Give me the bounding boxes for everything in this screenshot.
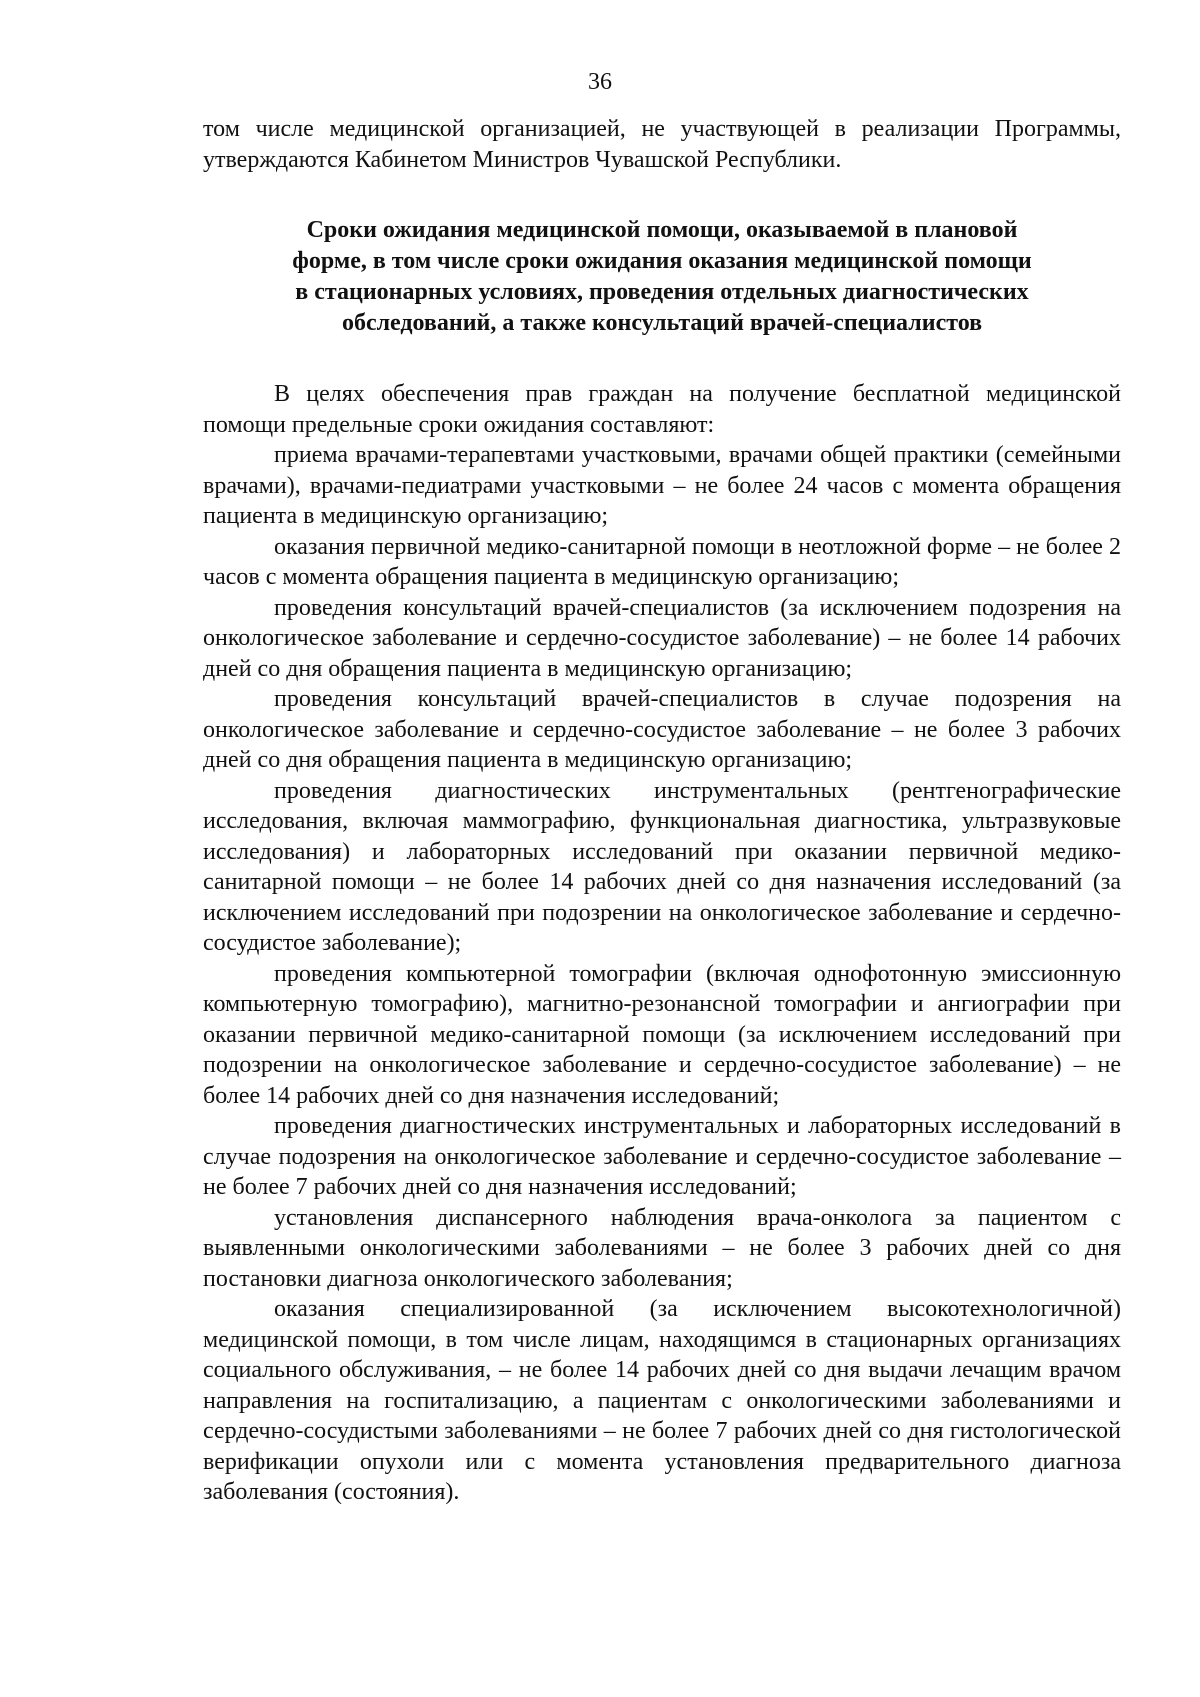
body-paragraph: проведения консультаций врачей-специалистов в случае подозрения на онкологическое заболевание и сердечно-сосудистое заболевание – не более 3 рабочих дней со дня обращения пациента в медицинскую организацию; (203, 686, 1121, 773)
body-paragraph: проведения диагностических инструментальных (рентгенографические исследования, включая маммографию, функциональная диагностика, ультразвуковые исследования) и лабораторных исследований при оказании первичной медико-санитарной помощи – не более 14 рабочих дней со дня назначения исследований (за исключением исследований при подозрении на онкологическое заболевание и сердечно-сосудистое заболевание); (203, 777, 1121, 956)
page-content (203, 114, 1121, 1508)
section-heading-line: обследований, а также консультаций врачей-специалистов (341, 310, 983, 336)
body-paragraph: приема врачами-терапевтами участковыми, врачами общей практики (семейными врачами), врачами-педиатрами участковыми – не более 24 часов с момента обращения пациента в медицинскую организацию; (203, 442, 1121, 529)
body-paragraph: оказания специализированной (за исключением высокотехнологичной) медицинской помощи, в том числе лицам, находящимся в стационарных организациях социального обслуживания, – не более 14 рабочих дней со дня выдачи лечащим врачом направления на госпитализацию, а пациентам с онкологическими заболеваниями и сердечно-сосудистыми заболеваниями – не более 7 рабочих дней со дня гистологической верификации опухоли или с момента установления предварительного диагноза заболевания (состояния). (203, 1296, 1121, 1505)
section-heading (203, 215, 1121, 339)
body-paragraph: В целях обеспечения прав граждан на получение бесплатной медицинской помощи предельные сроки ожидания составляют: (203, 381, 1121, 438)
section-heading-line: в стационарных условиях, проведения отдельных диагностических (295, 279, 1029, 305)
body-paragraph: оказания первичной медико-санитарной помощи в неотложной форме – не более 2 часов с момента обращения пациента в медицинскую организацию; (203, 533, 1121, 590)
page-number: 36 (588, 69, 612, 95)
body-paragraph: проведения консультаций врачей-специалистов (за исключением подозрения на онкологическое заболевание и сердечно-сосудистое заболевание) – не более 14 рабочих дней со дня обращения пациента в медицинскую организацию; (203, 594, 1121, 682)
body-paragraph: проведения компьютерной томографии (включая однофотонную эмиссионную компьютерную томографию), магнитно-резонансной томографии и ангиографии при оказании первичной медико-санитарной помощи (за исключением исследований при подозрении на онкологическое заболевание и сердечно-сосудистое заболевание) – не более 14 рабочих дней со дня назначения исследований; (203, 960, 1121, 1109)
body-paragraph: проведения диагностических инструментальных и лабораторных исследований в случае подозрения на онкологическое заболевание и сердечно-сосудистое заболевание – не более 7 рабочих дней со дня назначения исследований; (203, 1113, 1121, 1200)
body-paragraph: установления диспансерного наблюдения врача-онколога за пациентом с выявленными онкологическими заболеваниями – не более 3 рабочих дней со дня постановки диагноза онкологического заболевания; (203, 1204, 1121, 1292)
section-heading-line: форме, в том числе сроки ожидания оказания медицинской помощи (292, 248, 1032, 274)
section-heading-line: Сроки ожидания медицинской помощи, оказываемой в плановой (306, 217, 1018, 243)
intro-paragraph: том числе медицинской организацией, не участвующей в реализации Программы, утверждаются Кабинетом Министров Чувашской Республики. (203, 116, 1121, 173)
